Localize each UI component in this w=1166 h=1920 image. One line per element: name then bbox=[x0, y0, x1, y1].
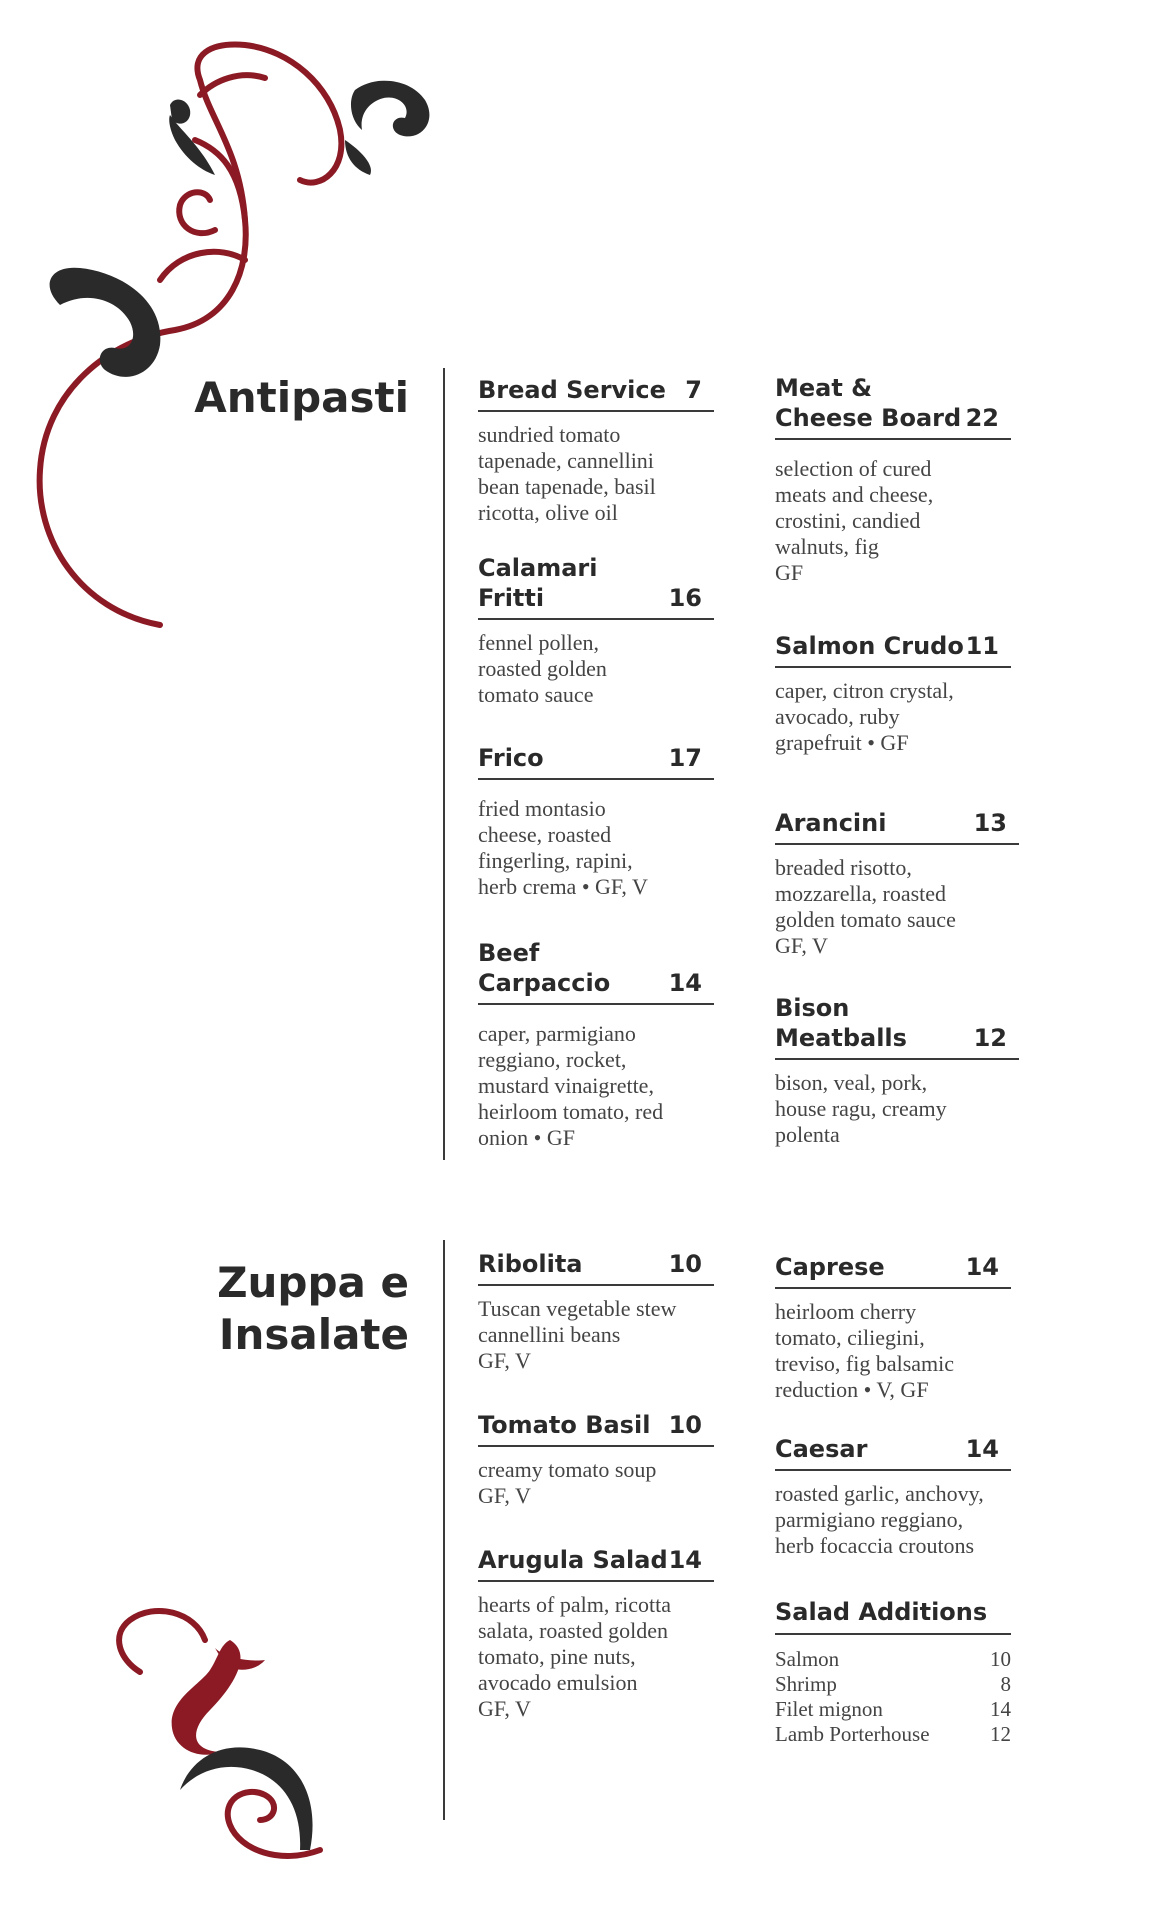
menu-item-ribolita bbox=[478, 1249, 714, 1374]
item-name: Ribolita bbox=[478, 1250, 583, 1278]
item-name: Salmon Crudo bbox=[775, 632, 964, 660]
section-title-zuppa-e-insalate bbox=[217, 1257, 409, 1361]
menu-item-bread-service bbox=[478, 375, 714, 526]
addition-price: 12 bbox=[990, 1722, 1011, 1746]
addition-row bbox=[775, 1722, 1011, 1747]
item-name: Calamari Fritti bbox=[478, 554, 598, 612]
menu-item-salmon-crudo bbox=[775, 631, 1011, 756]
salad-additions bbox=[775, 1597, 1011, 1747]
item-description: hearts of palm, ricotta salata, roasted golden tomato, pine nuts, avocado emulsion GF, V bbox=[478, 1592, 672, 1721]
item-price: 16 bbox=[668, 584, 702, 612]
section-divider-zuppa bbox=[443, 1240, 445, 1820]
addition-row bbox=[775, 1647, 1011, 1672]
item-price: 13 bbox=[973, 809, 1007, 837]
menu-item-arugula-salad bbox=[478, 1545, 714, 1722]
item-description: breaded risotto, mozzarella, roasted golden tomato sauce GF, V bbox=[775, 855, 956, 958]
menu-item-meat-cheese-board bbox=[775, 373, 1011, 586]
item-name: Caesar bbox=[775, 1435, 868, 1463]
item-description: sundried tomato tapenade, cannellini bean tapenade, basil ricotta, olive oil bbox=[478, 422, 656, 525]
menu-item-caesar bbox=[775, 1434, 1011, 1559]
item-price: 14 bbox=[965, 1253, 999, 1281]
addition-row bbox=[775, 1697, 1011, 1722]
item-price: 22 bbox=[965, 404, 999, 432]
menu-item-tomato-basil bbox=[478, 1410, 714, 1509]
salad-additions-list bbox=[775, 1647, 1011, 1747]
item-name: Bread Service bbox=[478, 376, 666, 404]
item-price: 11 bbox=[965, 632, 999, 660]
item-description: fried montasio cheese, roasted fingerling, rapini, herb crema • GF, V bbox=[478, 796, 648, 899]
addition-name: Shrimp bbox=[775, 1672, 837, 1696]
section-divider-antipasti bbox=[443, 368, 445, 1160]
section-title-line: Insalate bbox=[218, 1310, 409, 1359]
item-description: heirloom cherry tomato, ciliegini, treviso, fig balsamic reduction • V, GF bbox=[775, 1299, 955, 1402]
item-price: 12 bbox=[973, 1024, 1007, 1052]
item-price: 14 bbox=[668, 969, 702, 997]
item-name: Arugula Salad bbox=[478, 1546, 668, 1574]
item-price: 7 bbox=[685, 376, 702, 404]
item-price: 17 bbox=[668, 744, 702, 772]
menu-item-arancini bbox=[775, 808, 1019, 959]
addition-name: Filet mignon bbox=[775, 1697, 883, 1721]
top-swirl-ornament bbox=[0, 0, 460, 640]
addition-row bbox=[775, 1672, 1011, 1697]
item-name: Arancini bbox=[775, 809, 887, 837]
item-price: 14 bbox=[668, 1546, 702, 1574]
item-price: 10 bbox=[668, 1250, 702, 1278]
menu-item-calamari-fritti bbox=[478, 553, 714, 708]
menu-item-beef-carpaccio bbox=[478, 938, 714, 1151]
item-name: Tomato Basil bbox=[478, 1411, 651, 1439]
menu-item-bison-meatballs bbox=[775, 993, 1019, 1148]
addition-price: 14 bbox=[990, 1697, 1011, 1721]
item-description: creamy tomato soup GF, V bbox=[478, 1457, 657, 1508]
item-price: 14 bbox=[965, 1435, 999, 1463]
item-name: Frico bbox=[478, 744, 544, 772]
section-title-antipasti: Antipasti bbox=[194, 373, 409, 422]
item-description: selection of cured meats and cheese, crostini, candied walnuts, fig GF bbox=[775, 456, 934, 585]
item-description: caper, citron crystal, avocado, ruby grapefruit • GF bbox=[775, 678, 954, 755]
salad-additions-title: Salad Additions bbox=[775, 1598, 988, 1626]
bottom-swirl-ornament bbox=[80, 1600, 420, 1860]
section-title-line: Zuppa e bbox=[217, 1258, 409, 1307]
item-name: Bison Meatballs bbox=[775, 994, 907, 1052]
item-description: roasted garlic, anchovy, parmigiano reggiano, herb focaccia croutons bbox=[775, 1481, 984, 1558]
addition-name: Lamb Porterhouse bbox=[775, 1722, 930, 1746]
addition-price: 10 bbox=[990, 1647, 1011, 1671]
addition-name: Salmon bbox=[775, 1647, 840, 1671]
item-name: Caprese bbox=[775, 1253, 885, 1281]
item-description: fennel pollen, roasted golden tomato sauce bbox=[478, 630, 607, 707]
menu-item-caprese bbox=[775, 1252, 1011, 1403]
item-description: bison, veal, pork, house ragu, creamy polenta bbox=[775, 1070, 947, 1147]
item-name: Meat & Cheese Board bbox=[775, 374, 962, 432]
addition-price: 8 bbox=[1000, 1672, 1011, 1696]
item-price: 10 bbox=[668, 1411, 702, 1439]
item-description: Tuscan vegetable stew cannellini beans GF, V bbox=[478, 1296, 677, 1373]
menu-item-frico bbox=[478, 743, 714, 900]
item-description: caper, parmigiano reggiano, rocket, mustard vinaigrette, heirloom tomato, red onion • GF bbox=[478, 1021, 664, 1150]
item-name: Beef Carpaccio bbox=[478, 939, 611, 997]
